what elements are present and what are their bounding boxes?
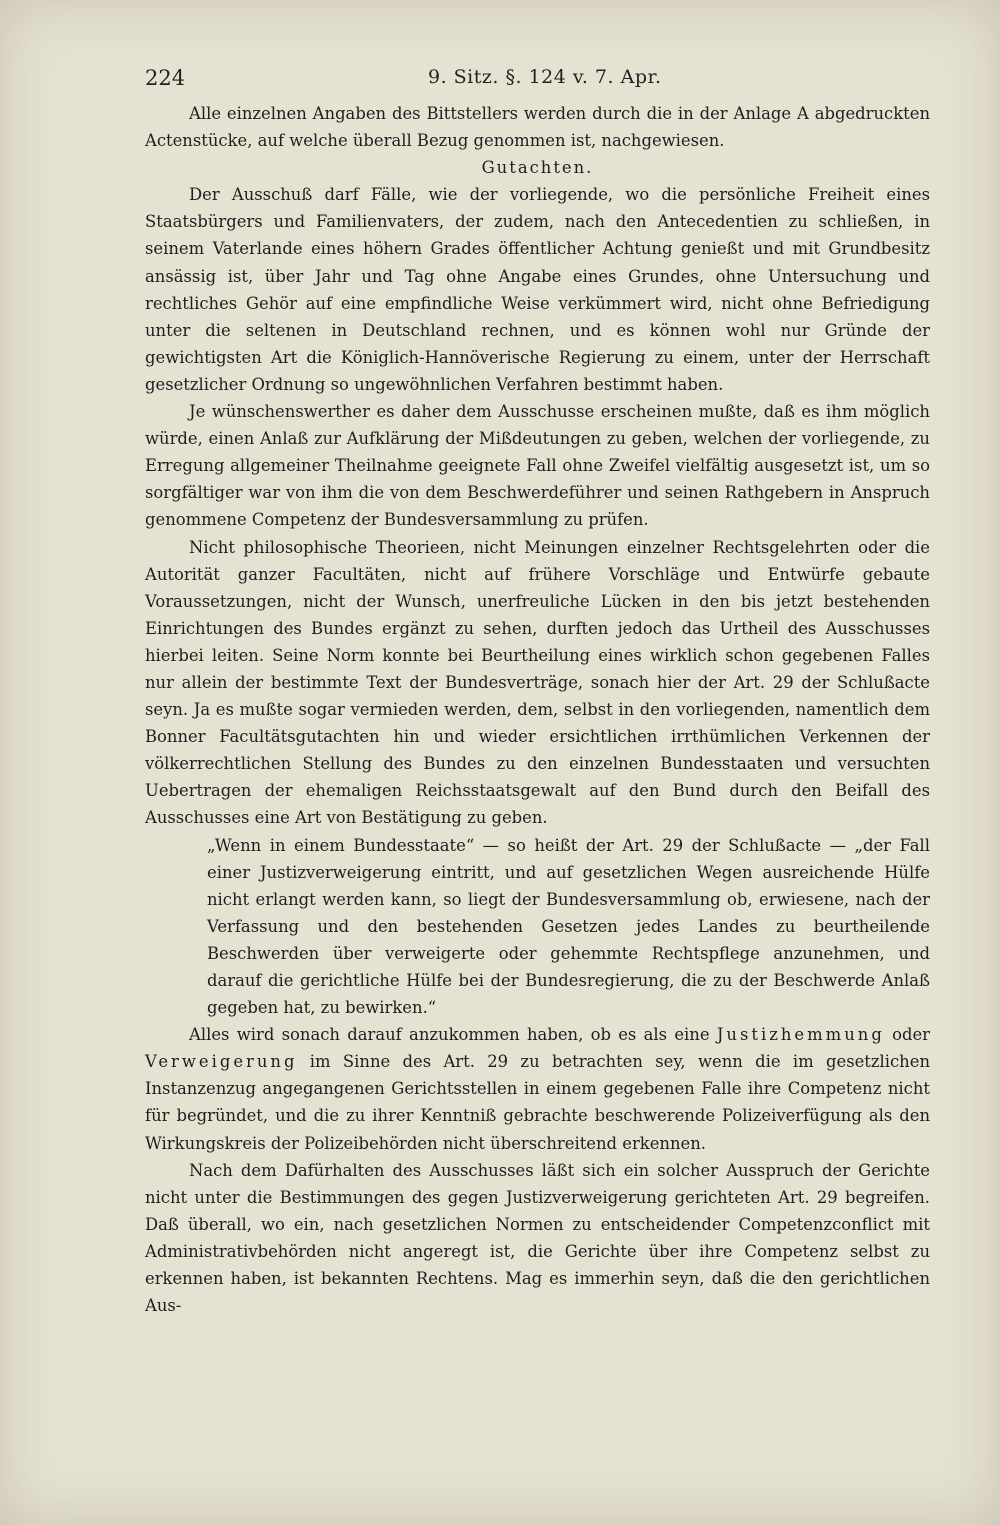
page-header <box>145 66 925 90</box>
running-head: 9. Sitz. §. 124 v. 7. Apr. <box>428 66 662 88</box>
page-number: 224 <box>145 66 186 90</box>
paragraph-6: Nach dem Dafürhalten des Ausschusses läßt sich ein solcher Ausspruch der Gerichte nicht unter die Bestimmungen des gegen Justizverweigerung gerichteten Art. 29 begreifen. Daß überall, wo ein, nach gesetzlichen Normen zu entscheidender Competenzconflict mit Administrativbehörden nicht angeregt ist, die Gerichte über ihre Competenz selbst zu erkennen haben, ist bekannten Rechtens. Mag es immerhin seyn, daß die den gerichtlichen Aus- <box>145 1160 930 1316</box>
term-justizhemmung: Justizhemmung <box>716 1025 885 1045</box>
paragraph-5-part-a: Alles wird sonach darauf anzukommen haben, ob es als eine <box>189 1025 717 1045</box>
paragraph-5-part-e: im Sinne des Art. 29 zu betrachten sey, wenn die im gesetzlichen Instanzenzug angegangenen Gerichtsstellen in einem gegebenen Falle ihre Competenz nicht für begründet, und die zu ihrer Kenntniß gebrachte beschwerende Polizeiverfügung als den Wirkungskreis der Polizeibehörden nicht überschreitend erkennen. <box>145 1052 930 1153</box>
paragraph-2: Der Ausschuß darf Fälle, wie der vorliegende, wo die persönliche Freiheit eines Staatsbürgers und Familienvaters, der zudem, nach den Antecedentien zu schließen, in seinem Vaterlande eines höhern Grades öffentlicher Achtung genießt und mit Grundbesitz ansässig ist, über Jahr und Tag ohne Angabe eines Grundes, ohne Untersuchung und rechtliches Gehör auf eine empfindliche Weise verkümmert wird, nicht ohne Befriedigung unter die seltenen in Deutschland rechnen, und es können wohl nur Gründe der gewichtigsten Art die Königlich-Hannöverische Regierung zu einem, unter der Herrschaft gesetzlicher Ordnung so ungewöhnlichen Verfahren bestimmt haben. <box>145 185 930 394</box>
paragraph-4: Nicht philosophische Theorieen, nicht Meinungen einzelner Rechtsgelehrten oder die Autorität ganzer Facultäten, nicht auf frühere Vorschläge und Entwürfe gebaute Voraussetzungen, nicht der Wunsch, unerfreuliche Lücken in den bis jetzt bestehenden Einrichtungen des Bundes ergänzt zu sehen, durften jedoch das Urtheil des Ausschusses hierbei leiten. Seine Norm konnte bei Beurtheilung eines wirklich schon gegebenen Falles nur allein der bestimmte Text der Bundesverträge, sonach hier der Art. 29 der Schlußacte seyn. Ja es mußte sogar vermieden werden, dem, selbst in den vorliegenden, namentlich dem Bonner Facultätsgutachten hin und wieder ersichtlichen irrthümlichen Verkennen der völkerrechtlichen Stellung des Bundes zu den einzelnen Bundesstaaten und versuchten Uebertragen der ehemaligen Reichsstaatsgewalt auf den Bund durch den Beifall des Ausschusses eine Art von Bestätigung zu geben. <box>145 537 930 828</box>
paragraph-5-part-c: oder <box>884 1025 931 1045</box>
paragraph-3: Je wünschenswerther es daher dem Ausschusse erscheinen mußte, daß es ihm möglich würde, einen Anlaß zur Aufklärung der Mißdeutungen zu geben, welchen der vorliegende, zu Erregung allgemeiner Theilnahme geeignete Fall ohne Zweifel vielfältig ausgesetzt ist, um so sorgfältiger war von ihm die von dem Beschwerdeführer und seinen Rathgebern in Anspruch genommene Competenz der Bundesversammlung zu prüfen. <box>145 402 930 530</box>
body-text <box>145 100 930 1319</box>
quotation-art-29: „Wenn in einem Bundesstaate“ — so heißt der Art. 29 der Schlußacte — „der Fall einer Justizverweigerung eintritt, und auf gesetzlichen Wegen ausreichende Hülfe nicht erlangt werden kann, so liegt der Bundesversammlung ob, erwiesene, nach der Verfassung und den bestehenden Gesetzen jedes Landes zu beurtheilende Beschwerden über verweigerte oder gehemmte Rechtspflege anzunehmen, und darauf die gerichtliche Hülfe bei der Bundesregierung, die zu der Beschwerde Anlaß gegeben hat, zu bewirken.“ <box>207 835 930 1018</box>
paragraph-5 <box>145 1021 930 1156</box>
term-verweigerung: Verweigerung <box>145 1052 298 1072</box>
section-heading: Gutachten. <box>481 158 594 178</box>
paragraph-1: Alle einzelnen Angaben des Bittstellers werden durch die in der Anlage A abgedruckten Actenstücke, auf welche überall Bezug genommen ist, nachgewiesen. <box>145 104 930 151</box>
